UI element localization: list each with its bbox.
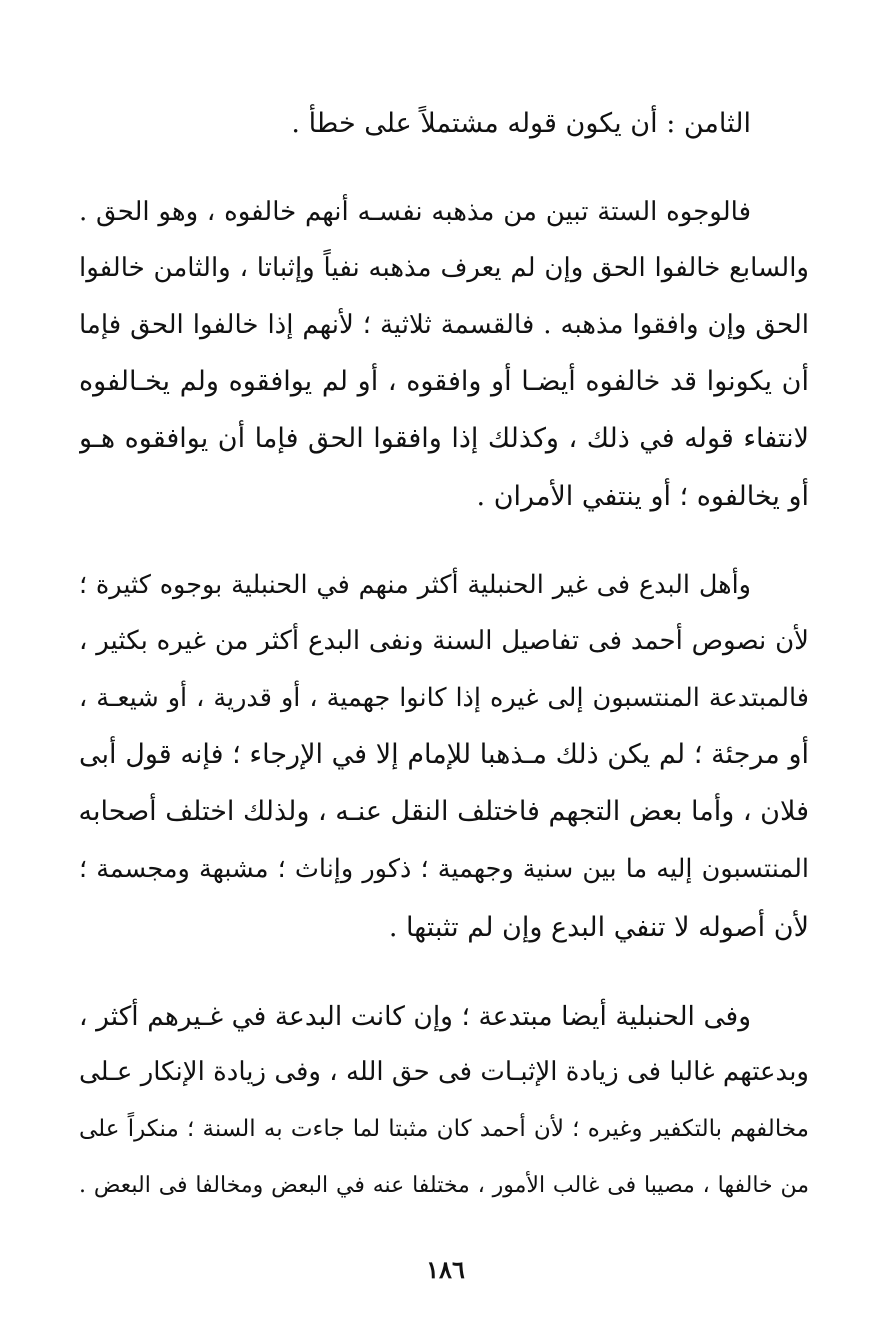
text-line: فلان ، وأما بعض التجهم فاختلف النقل عنـه ، ولذلك اختلف أصحابه xyxy=(79,796,809,827)
page-number: ١٨٦ xyxy=(426,1255,465,1284)
text-line: مخالفهم بالتكفير وغيره ؛ لأن أحمد كان مثبتا لما جاءت به السنة ؛ منكراً على xyxy=(79,1116,809,1142)
text-line: فالوجوه الستة تبين من مذهبه نفسـه أنهم خالفوه ، وهو الحق . xyxy=(79,197,751,227)
text-line: الثامن : أن يكون قوله مشتملاً على خطأ . xyxy=(291,108,751,139)
text-line: وفى الحنبلية أيضا مبتدعة ؛ وإن كانت البدعة في غـيرهم أكثر ، xyxy=(79,1001,751,1032)
text-line: الحق وإن وافقوا مذهبه . فالقسمة ثلاثية ؛ لأنهم إذا خالفوا الحق فإما xyxy=(79,310,809,340)
text-line: وبدعتهم غالبا فى زيادة الإثبـات فى حق الله ، وفى زيادة الإنكار عـلى xyxy=(79,1057,809,1087)
text-line: أن يكونوا قد خالفوه أيضـا أو وافقوه ، أو لم يوافقوه ولم يخـالفوه xyxy=(79,366,809,397)
text-line: لأن أصوله لا تنفي البدع وإن لم تثبتها . xyxy=(388,912,809,943)
text-line: فالمبتدعة المنتسبون إلى غيره إذا كانوا جهمية ، أو قدرية ، أو شيعـة ، xyxy=(79,683,809,713)
text-line: لانتفاء قوله في ذلك ، وكذلك إذا وافقوا الحق فإما أن يوافقوه هـو xyxy=(79,423,809,454)
text-line: لأن نصوص أحمد فى تفاصيل السنة ونفى البدع أكثر من غيره بكثير ، xyxy=(79,626,809,656)
text-line: من خالفها ، مصيبا فى غالب الأمور ، مختلفا عنه في البعض ومخالفا فى البعض . xyxy=(79,1173,809,1198)
text-line: والسابع خالفوا الحق وإن لم يعرف مذهبه نفياً وإثباتا ، والثامن خالفوا xyxy=(79,253,809,283)
text-line: المنتسبون إليه ما بين سنية وجهمية ؛ ذكور وإناث ؛ مشبهة ومجسمة ؛ xyxy=(79,854,809,884)
text-line: أو يخالفوه ؛ أو ينتفي الأمران . xyxy=(476,481,809,512)
text-line: وأهل البدع فى غير الحنبلية أكثر منهم في الحنبلية بوجوه كثيرة ؛ xyxy=(79,570,751,600)
text-line: أو مرجئة ؛ لم يكن ذلك مـذهبا للإمام إلا في الإرجاء ؛ فإنه قول أبى xyxy=(79,739,809,770)
